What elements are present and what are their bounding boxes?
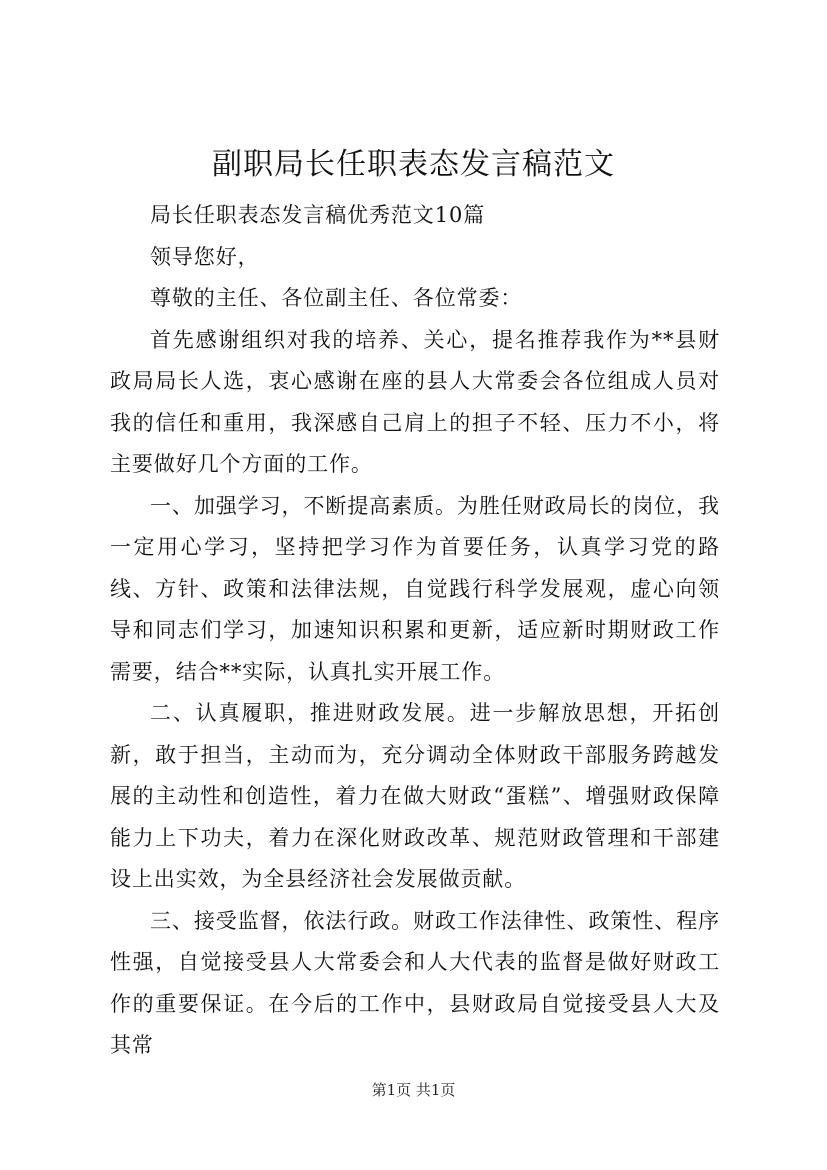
document-title: 副职局长任职表态发言稿范文: [212, 147, 615, 182]
paragraph-point-1: 一、加强学习，不断提高素质。为胜任财政局长的岗位，我一定用心学习，坚持把学习作为首要任务，认真学习党的路线、方针、政策和法律法规，自觉践行科学发展观，虚心向领导和同志们学习，加速知识积累和更新，适应新时期财政工作需要，结合**实际，认真扎实开展工作。: [110, 493, 720, 684]
paragraph-subtitle: 局长任职表态发言稿优秀范文10篇: [150, 203, 486, 227]
paragraph-intro: 首先感谢组织对我的培养、关心，提名推荐我作为**县财政局局长人选，衷心感谢在座的县人大常委会各位组成人员对我的信任和重用，我深感自己肩上的担子不轻、压力不小，将主要做好几个方面的工作。: [110, 327, 720, 476]
paragraph-point-3: 三、接受监督，依法行政。财政工作法律性、政策性、程序性强，自觉接受县人大常委会和人大代表的监督是做好财政工作的重要保证。在今后的工作中，县财政局自觉接受县人大及其常: [110, 908, 720, 1057]
paragraph-point-2: 二、认真履职，推进财政发展。进一步解放思想，开拓创新，敢于担当，主动而为，充分调动全体财政干部服务跨越发展的主动性和创造性，着力在做大财政“蛋糕”、增强财政保障能力上下功夫，着力在深化财政改革、规范财政管理和干部建设上出实效，为全县经济社会发展做贡献。: [110, 701, 720, 891]
paragraph-salutation: 尊敬的主任、各位副主任、各位常委：: [150, 286, 523, 310]
document-body: [110, 195, 720, 1067]
paragraph-greeting: 领导您好，: [150, 244, 260, 269]
page-number-footer: 第1页 共1页: [371, 1081, 456, 1099]
